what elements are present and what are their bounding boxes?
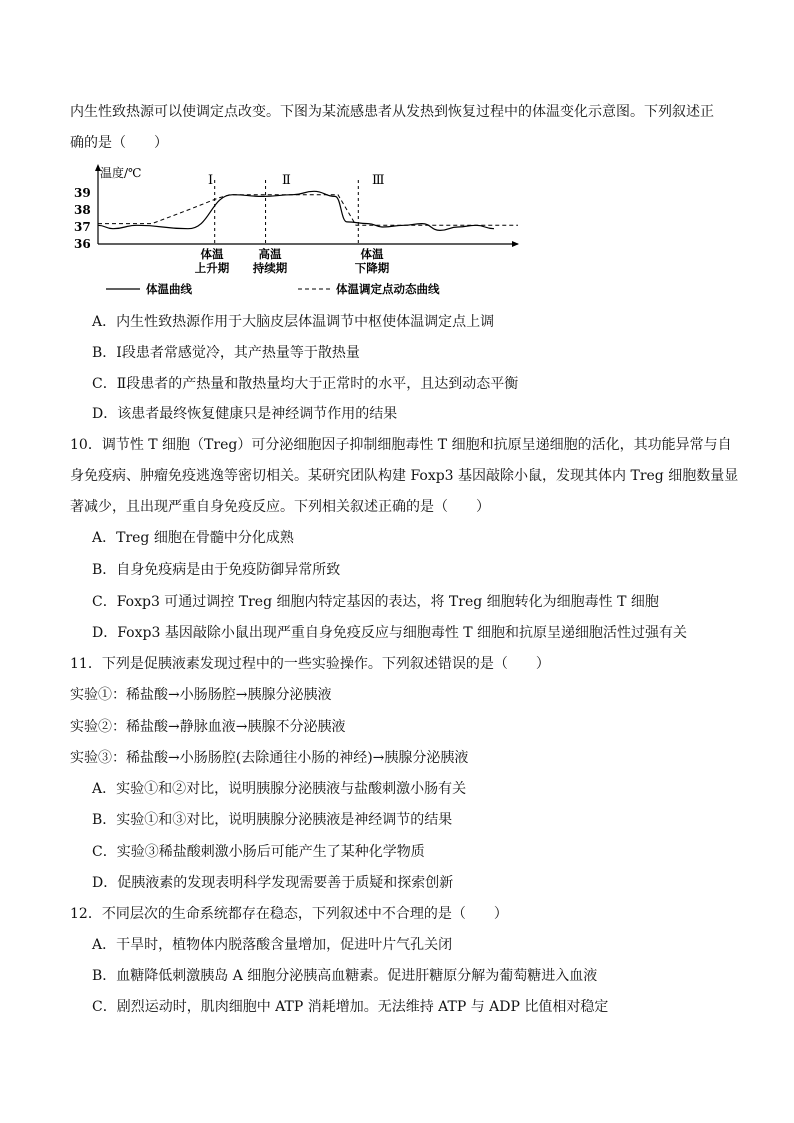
phase-numeral: Ⅰ xyxy=(208,173,214,188)
y-tick-label: 36 xyxy=(74,237,91,251)
phase-numeral: Ⅲ xyxy=(372,173,385,188)
q11-experiment-3: 实验③：稀盐酸→小肠肠腔(去除通往小肠的神经)→胰腺分泌胰液 xyxy=(70,750,469,766)
q9-option-b: B．Ⅰ段患者常感觉冷，其产热量等于散热量 xyxy=(92,345,360,361)
setpoint-dashed-curve xyxy=(98,195,518,226)
legend-solid-label: 体温曲线 xyxy=(146,282,192,296)
q11-experiment-2: 实验②：稀盐酸→静脉血液→胰腺不分泌胰液 xyxy=(70,719,346,735)
q10-stem-line-1: 10．调节性 T 细胞（Treg）可分泌细胞因子抑制细胞毒性 T 细胞和抗原呈递细胞的活化，其功能异常与自 xyxy=(70,437,732,453)
q9-option-c: C．Ⅱ段患者的产热量和散热量均大于正常时的水平，且达到动态平衡 xyxy=(92,376,519,392)
q11-option-a: A．实验①和②对比，说明胰腺分泌胰液与盐酸刺激小肠有关 xyxy=(92,781,467,797)
q10-stem-line-2: 身免疫病、肿瘤免疫逃逸等密切相关。某研究团队构建 Foxp3 基因敲除小鼠，发现其体内 Treg 细胞数量显 xyxy=(70,468,739,484)
q11-option-d: D．促胰液素的发现表明科学发现需要善于质疑和探索创新 xyxy=(92,875,454,891)
q10-stem-line-3: 著减少，且出现严重自身免疫反应。下列相关叙述正确的是（ ） xyxy=(70,499,490,515)
q11-stem: 11．下列是促胰液素发现过程中的一些实验操作。下列叙述错误的是（ ） xyxy=(70,656,550,672)
x-axis-arrow xyxy=(512,241,519,247)
q11-option-b: B．实验①和③对比，说明胰腺分泌胰液是神经调节的结果 xyxy=(92,812,453,828)
q12-option-c: C．剧烈运动时，肌肉细胞中 ATP 消耗增加。无法维持 ATP 与 ADP 比值相对稳定 xyxy=(92,999,609,1015)
y-tick-label: 37 xyxy=(74,220,91,234)
q12-option-b: B．血糖降低刺激胰岛 A 细胞分泌胰高血糖素。促进肝糖原分解为葡萄糖进入血液 xyxy=(92,968,598,984)
q10-option-a: A．Treg 细胞在骨髓中分化成熟 xyxy=(92,530,294,546)
phase-label: 高温 xyxy=(258,247,282,261)
q9-option-d: D．该患者最终恢复健康只是神经调节作用的结果 xyxy=(92,406,398,422)
q12-option-a: A．干旱时，植物体内脱落酸含量增加，促进叶片气孔关闭 xyxy=(92,937,453,953)
phase-label: 下降期 xyxy=(354,261,390,275)
y-tick-label: 39 xyxy=(74,186,91,200)
phase-label: 体温 xyxy=(360,247,384,261)
q11-experiment-1: 实验①：稀盐酸→小肠肠腔→胰腺分泌胰液 xyxy=(70,687,332,703)
q10-option-b: B．自身免疫病是由于免疫防御异常所致 xyxy=(92,562,341,578)
q10-option-c: C．Foxp3 可通过调控 Treg 细胞内特定基因的表达，将 Treg 细胞转化为细胞毒性 T 细胞 xyxy=(92,594,659,610)
phase-label: 体温 xyxy=(200,247,224,261)
temperature-solid-curve xyxy=(98,191,494,230)
q12-stem: 12．不同层次的生命系统都存在稳态，下列叙述中不合理的是（ ） xyxy=(70,906,508,922)
legend-dashed-label: 体温调定点动态曲线 xyxy=(336,282,440,296)
y-tick-label: 38 xyxy=(74,203,91,217)
phase-numeral: Ⅱ xyxy=(282,173,291,188)
phase-label: 持续期 xyxy=(252,261,288,275)
q9-stem-line-1: 内生性致热源可以使调定点改变。下图为某流感患者从发热到恢复过程中的体温变化示意图。下列叙述正 xyxy=(70,104,714,120)
phase-label: 上升期 xyxy=(194,261,230,275)
body-temperature-chart xyxy=(70,162,530,302)
q9-stem-line-2: 确的是（ ） xyxy=(70,135,168,151)
q11-option-c: C．实验③稀盐酸刺激小肠后可能产生了某种化学物质 xyxy=(92,844,425,860)
q9-option-a: A．内生性致热源作用于大脑皮层体温调节中枢使体温调定点上调 xyxy=(92,314,495,330)
q10-option-d: D．Foxp3 基因敲除小鼠出现严重自身免疫反应与细胞毒性 T 细胞和抗原呈递细胞活性过强有关 xyxy=(92,625,688,641)
y-axis-label: 温度/℃ xyxy=(100,166,142,180)
